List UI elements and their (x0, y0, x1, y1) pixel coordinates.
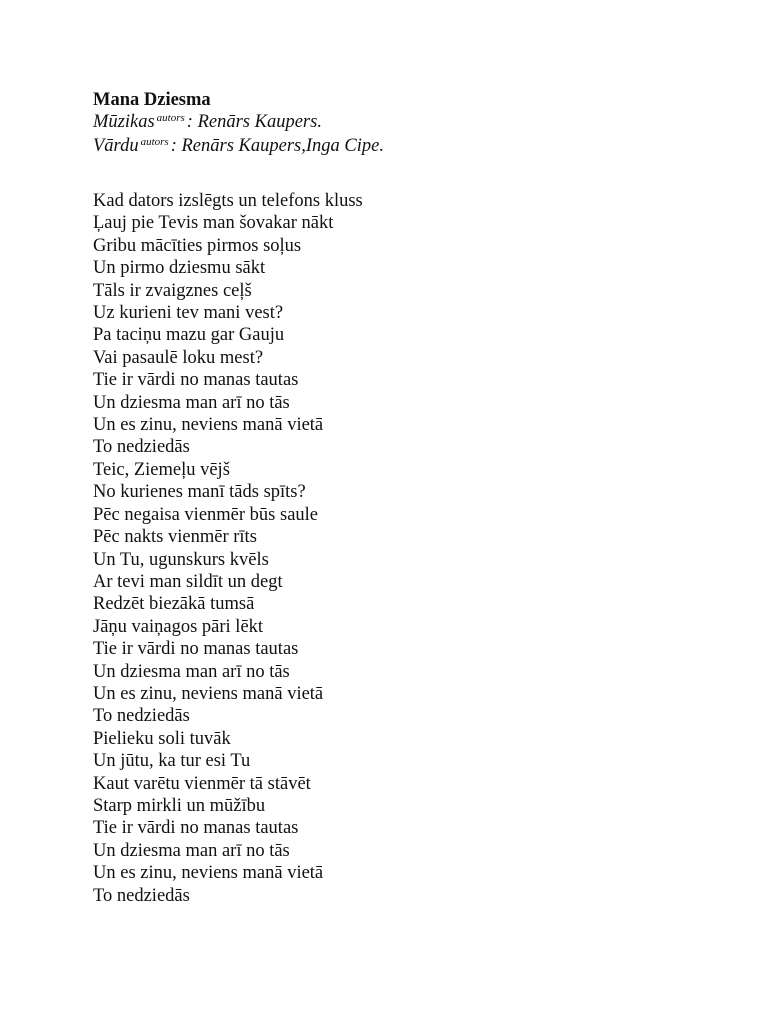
music-credit-superscript: autors (156, 112, 185, 124)
document-page (93, 89, 733, 923)
lyric-line: Tie ir vārdi no manas tautas (93, 370, 299, 391)
lyric-line: Jāņu vaiņagos pāri lēkt (93, 616, 264, 637)
lyrics-body (93, 190, 733, 907)
music-credit-value: : Renārs Kaupers. (186, 112, 322, 132)
lyric-line: No kurienes manī tāds spīts? (93, 482, 306, 503)
lyric-line: Teic, Ziemeļu vējš (93, 459, 230, 480)
lyric-line: Pa taciņu mazu gar Gauju (93, 325, 285, 346)
lyric-line: Un jūtu, ka tur esi Tu (93, 751, 251, 772)
lyric-line: Starp mirkli un mūžību (93, 795, 266, 816)
lyrics-credit-superscript: autors (140, 136, 169, 148)
lyric-line: Un es zinu, neviens manā vietā (93, 863, 324, 884)
lyric-line: Redzēt biezākā tumsā (93, 594, 255, 615)
lyric-line: Pēc nakts vienmēr rīts (93, 527, 257, 548)
lyric-line: To nedziedās (93, 706, 190, 727)
music-credit (93, 111, 733, 135)
lyric-line: Tie ir vārdi no manas tautas (93, 818, 299, 839)
lyric-line: Un dziesma man arī no tās (93, 840, 290, 861)
lyric-line: Vai pasaulē loku mest? (93, 347, 264, 368)
song-title: Mana Dziesma (93, 90, 211, 110)
lyric-line: Tie ir vārdi no manas tautas (93, 639, 299, 660)
lyric-line: Ļauj pie Tevis man šovakar nākt (93, 213, 334, 234)
lyrics-credit (93, 135, 733, 159)
music-credit-label: Mūzikas (93, 112, 155, 132)
lyrics-credit-label: Vārdu (93, 136, 139, 156)
lyric-line: Kaut varētu vienmēr tā stāvēt (93, 773, 311, 794)
lyrics-credit-value: : Renārs Kaupers,Inga Cipe. (170, 136, 384, 156)
lyric-line: Pēc negaisa vienmēr būs saule (93, 504, 319, 525)
lyric-line: Un Tu, ugunskurs kvēls (93, 549, 269, 570)
lyric-line: Un es zinu, neviens manā vietā (93, 683, 324, 704)
lyric-line: To nedziedās (93, 885, 190, 906)
lyric-line: To nedziedās (93, 437, 190, 458)
lyric-line: Un pirmo dziesmu sākt (93, 258, 266, 279)
lyric-line: Gribu mācīties pirmos soļus (93, 235, 302, 256)
lyric-line: Un dziesma man arī no tās (93, 392, 290, 413)
lyric-line: Tāls ir zvaigznes ceļš (93, 280, 252, 301)
lyric-line: Kad dators izslēgts un telefons kluss (93, 191, 363, 211)
lyric-line: Ar tevi man sildīt un degt (93, 571, 283, 592)
lyric-line: Un es zinu, neviens manā vietā (93, 415, 324, 436)
lyric-line: Pielieku soli tuvāk (93, 728, 231, 749)
lyric-line: Un dziesma man arī no tās (93, 661, 290, 682)
lyric-line: Uz kurieni tev mani vest? (93, 303, 284, 324)
